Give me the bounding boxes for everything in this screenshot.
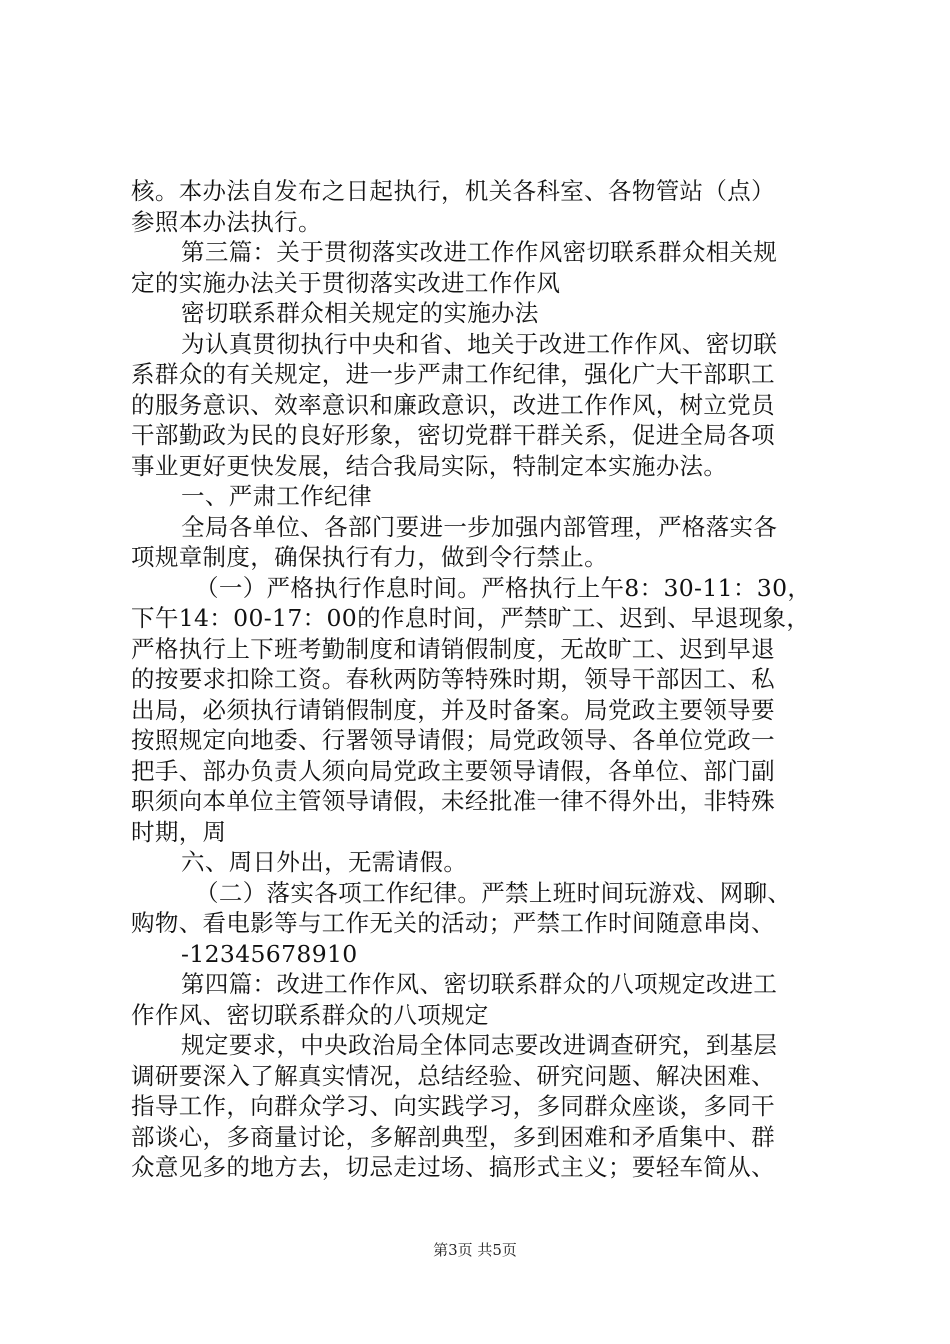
text-line: 干部勤政为民的良好形象，密切党群干群关系，促进全局各项	[131, 421, 775, 449]
section-subtitle: 密切联系群众相关规定的实施办法	[181, 299, 539, 327]
section-heading: 第四篇：改进工作作风、密切联系群众的八项规定改进工	[181, 970, 778, 998]
text-line: 为认真贯彻执行中央和省、地关于改进工作作风、密切联	[181, 329, 778, 358]
text-line: 全局各单位、各部门要进一步加强内部管理，严格落实各	[181, 512, 778, 541]
text-line: 系群众的有关规定，进一步严肃工作纪律，强化广大干部职工	[131, 360, 775, 388]
text-line: 调研要深入了解真实情况，总结经验、研究问题、解决困难、	[131, 1061, 775, 1090]
page-footer	[0, 1240, 950, 1260]
text-line: 的按要求扣除工资。春秋两防等特殊时期，领导干部因工、私	[131, 665, 775, 693]
text-line: 部谈心，多商量讨论，多解剖典型，多到困难和矛盾集中、群	[131, 1122, 775, 1151]
text-line: 购物、看电影等与工作无关的活动；严禁工作时间随意串岗、	[131, 909, 775, 937]
section-heading: 第三篇：关于贯彻落实改进工作作风密切联系群众相关规	[181, 238, 778, 266]
document-body	[131, 176, 831, 1183]
section-heading-continued: 作作风、密切联系群众的八项规定	[131, 1000, 489, 1029]
text-line: 六、周日外出，无需请假。	[181, 848, 468, 876]
page-number-artifact: -12345678910	[181, 939, 358, 968]
text-line: 职须向本单位主管领导请假，未经批准一律不得外出，非特殊	[131, 787, 775, 815]
text-line: 按照规定向地委、行署领导请假；局党政领导、各单位党政一	[131, 726, 775, 754]
text-line: 的服务意识、效率意识和廉政意识，改进工作作风，树立党员	[131, 390, 775, 419]
text-line: 核。本办法自发布之日起执行，机关各科室、各物管站（点）	[131, 177, 775, 205]
text-line: 项规章制度，确保执行有力，做到令行禁止。	[131, 543, 608, 571]
subsection-heading: 一、严肃工作纪律	[181, 482, 372, 510]
text-line: （一）严格执行作息时间。严格执行上午8：30-11：30，	[195, 573, 812, 602]
text-line: 把手、部办负责人须向局党政主要领导请假，各单位、部门副	[131, 756, 775, 785]
text-line: 事业更好更快发展，结合我局实际，特制定本实施办法。	[131, 451, 728, 480]
text-line: 众意见多的地方去，切忌走过场、搞形式主义；要轻车简从、	[131, 1153, 775, 1181]
text-line: 严格执行上下班考勤制度和请销假制度，无故旷工、迟到早退	[131, 634, 775, 663]
text-line: （二）落实各项工作纪律。严禁上班时间玩游戏、网聊、	[195, 878, 792, 907]
text-line: 下午14：00-17：00的作息时间，严禁旷工、迟到、早退现象，	[131, 604, 811, 632]
text-line: 时期，周	[131, 817, 227, 846]
page-number-label: 第3页 共5页	[433, 1241, 517, 1259]
text-line: 参照本办法执行。	[131, 207, 322, 236]
text-line: 出局，必须执行请销假制度，并及时备案。局党政主要领导要	[131, 695, 775, 724]
text-line: 规定要求，中央政治局全体同志要改进调查研究，到基层	[181, 1031, 778, 1059]
section-heading-continued: 定的实施办法关于贯彻落实改进工作作风	[131, 268, 561, 297]
text-line: 指导工作，向群众学习、向实践学习，多同群众座谈，多同干	[131, 1092, 775, 1120]
